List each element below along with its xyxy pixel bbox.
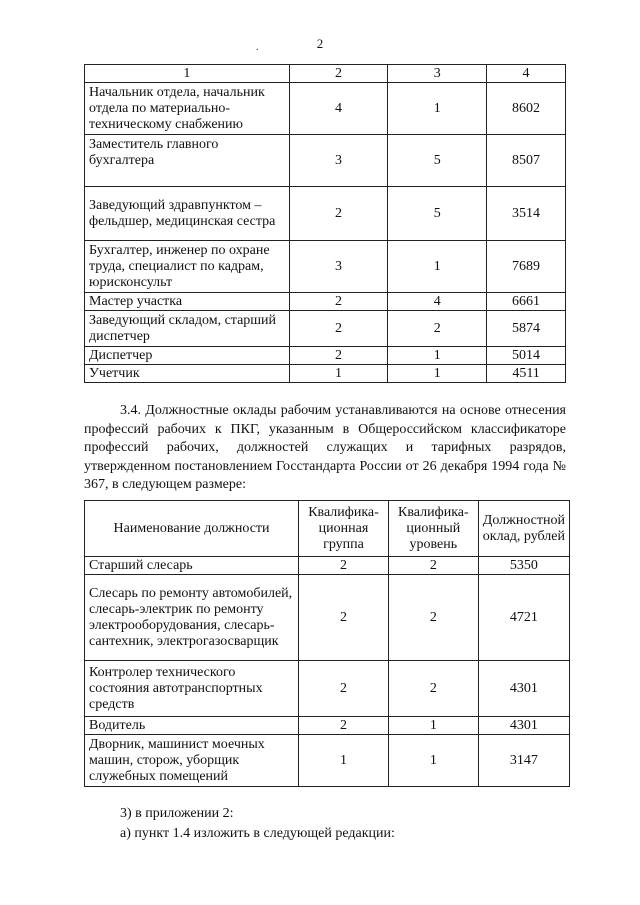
table-row: [85, 135, 566, 187]
position-name: Заведующий здравпунктом – фельдшер, медицинская сестра: [85, 187, 290, 241]
column-header: 1: [85, 65, 290, 83]
salary-value: 7689: [487, 241, 566, 293]
position-name: Контролер технического состояния автотранспортных средств: [85, 661, 299, 717]
qualification-level: 1: [388, 241, 487, 293]
position-name: Бухгалтер, инженер по охране труда, специалист по кадрам, юрисконсульт: [85, 241, 290, 293]
qualification-level: 5: [388, 135, 487, 187]
salary-table-workers: [84, 500, 570, 787]
qualification-level: 5: [388, 187, 487, 241]
column-header-level: Квалифика-ционный уровень: [388, 501, 478, 557]
column-header-position: Наименование должности: [85, 501, 299, 557]
qualification-group: 2: [289, 311, 388, 347]
qualification-level: 4: [388, 293, 487, 311]
salary-value: 3514: [487, 187, 566, 241]
qualification-group: 2: [299, 717, 389, 735]
column-header-group: Квалифика-ционная группа: [299, 501, 389, 557]
qualification-level: 1: [388, 365, 487, 383]
qualification-level: 2: [388, 661, 478, 717]
table-row: [85, 661, 570, 717]
salary-value: 5014: [487, 347, 566, 365]
column-header: 3: [388, 65, 487, 83]
position-name: Заместитель главного бухгалтера: [85, 135, 290, 187]
qualification-group: 3: [289, 135, 388, 187]
table-row: [85, 557, 570, 575]
qualification-group: 2: [299, 661, 389, 717]
salary-value: 5874: [487, 311, 566, 347]
position-name: Слесарь по ремонту автомобилей, слесарь-электрик по ремонту электрооборудования, слесарь-сантехник, электрогазосварщик: [85, 575, 299, 661]
item-a-line: а) пункт 1.4 изложить в следующей редакции:: [120, 826, 395, 841]
qualification-level: 2: [388, 311, 487, 347]
qualification-group: 2: [289, 187, 388, 241]
salary-value: 4301: [478, 661, 569, 717]
qualification-level: 2: [388, 557, 478, 575]
column-header: 2: [289, 65, 388, 83]
qualification-group: 2: [299, 575, 389, 661]
qualification-level: 1: [388, 347, 487, 365]
section-3-4-paragraph: 3.4. Должностные оклады рабочим устанавливаются на основе отнесения профессий рабочих к ПКГ, указанным в Общероссийском классификаторе профессий рабочих, должностей служащих и тарифных разрядов, утвержденном постановлением Госстандарта России от 26 декабря 1994 года № 367, в следующем размере:: [84, 403, 566, 492]
salary-value: 5350: [478, 557, 569, 575]
table-row: [85, 241, 566, 293]
salary-value: 3147: [478, 735, 569, 787]
qualification-level: 1: [388, 83, 487, 135]
qualification-group: 2: [299, 557, 389, 575]
qualification-level: 1: [388, 735, 478, 787]
position-name: Диспетчер: [85, 347, 290, 365]
position-name: Мастер участка: [85, 293, 290, 311]
qualification-level: 2: [388, 575, 478, 661]
salary-value: 4721: [478, 575, 569, 661]
salary-value: 4511: [487, 365, 566, 383]
qualification-group: 2: [289, 347, 388, 365]
position-name: Старший слесарь: [85, 557, 299, 575]
qualification-group: 1: [289, 365, 388, 383]
qualification-level: 1: [388, 717, 478, 735]
item-3-line: 3) в приложении 2:: [120, 806, 234, 821]
position-name: Дворник, машинист моечных машин, сторож, уборщик служебных помещений: [85, 735, 299, 787]
qualification-group: 2: [289, 293, 388, 311]
column-header: 4: [487, 65, 566, 83]
page-number: 2: [316, 36, 324, 51]
qualification-group: 3: [289, 241, 388, 293]
qualification-group: 4: [289, 83, 388, 135]
salary-table-employees: [84, 64, 566, 383]
table-row: [85, 575, 570, 661]
table-row: [85, 365, 566, 383]
table-row: [85, 311, 566, 347]
position-name: Учетчик: [85, 365, 290, 383]
column-header-salary: Должностной оклад, рублей: [478, 501, 569, 557]
table-row: [85, 293, 566, 311]
salary-value: 6661: [487, 293, 566, 311]
salary-value: 8602: [487, 83, 566, 135]
table-row: [85, 187, 566, 241]
qualification-group: 1: [299, 735, 389, 787]
position-name: Заведующий складом, старший диспетчер: [85, 311, 290, 347]
salary-value: 4301: [478, 717, 569, 735]
table-row: [85, 717, 570, 735]
position-name: Водитель: [85, 717, 299, 735]
table-row: [85, 735, 570, 787]
table-row: [85, 347, 566, 365]
position-name: Начальник отдела, начальник отдела по материально-техническому снабжению: [85, 83, 290, 135]
salary-value: 8507: [487, 135, 566, 187]
stray-mark: .: [256, 42, 259, 53]
table-row: [85, 83, 566, 135]
